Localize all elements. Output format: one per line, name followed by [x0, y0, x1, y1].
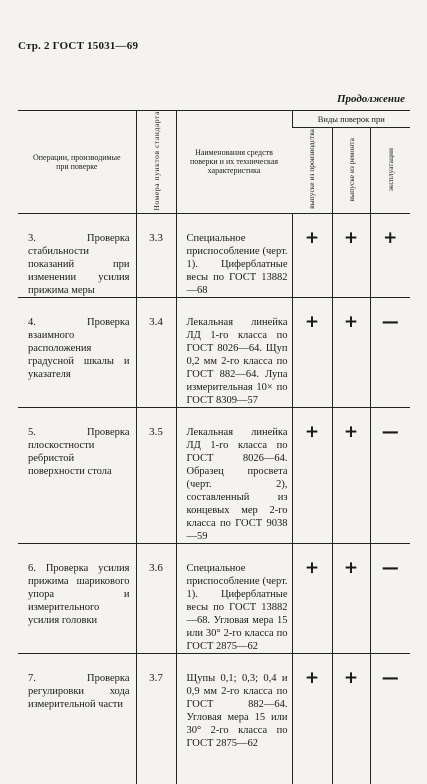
point-cell: 3.3	[136, 213, 176, 297]
operation-cell: 3. Проверка стабильности показаний при изменении усилия прижима меры	[18, 213, 136, 297]
mark-repair: +	[332, 297, 370, 407]
mark-production: +	[292, 653, 332, 784]
mark-production: +	[292, 213, 332, 297]
table-row	[18, 543, 410, 653]
devices-cell: Щупы 0,1; 0,3; 0,4 и 0,9 мм 2-го класса по ГОСТ 882—64. Угловая мера 15 или 30° 2-го класса по ГОСТ 2875—62	[176, 653, 292, 784]
col-header-operations: Операции, производимые при поверке	[18, 111, 136, 214]
col-header-type-operation: эксплуатации	[370, 128, 410, 214]
page-header: Стр. 2 ГОСТ 15031—69	[18, 40, 139, 52]
continued-label: Продолжение	[336, 93, 405, 105]
point-cell: 3.5	[136, 407, 176, 543]
table-row	[18, 653, 410, 784]
mark-repair: +	[332, 213, 370, 297]
point-cell: 3.4	[136, 297, 176, 407]
table-row	[18, 297, 410, 407]
operation-cell: 5. Проверка плоскостности ребристой поверхности стола	[18, 407, 136, 543]
mark-repair: +	[332, 543, 370, 653]
col-header-points: Номера пунктов стандарта	[136, 111, 176, 214]
operation-cell: 7. Проверка регулировки хода измерительной части	[28, 672, 130, 710]
col-header-type-repair: выпуске из ремонта	[332, 128, 370, 214]
operation-cell: 4. Проверка взаимного расположения градусной шкалы и указателя	[18, 297, 136, 407]
mark-repair: +	[332, 653, 370, 784]
devices-cell: Лекальная линейка ЛД 1-го класса по ГОСТ 8026—64. Образец просвета (черт. 2), составленный из концевых мер 2-го класса по ГОСТ 9038—59	[176, 407, 292, 543]
mark-production: +	[292, 407, 332, 543]
devices-cell: Специальное приспособление (черт. 1). Циферблатные весы по ГОСТ 13882—68. Угловая мера 15 или 30° 2-го класса по ГОСТ 2875—62	[176, 543, 292, 653]
mark-production: +	[292, 543, 332, 653]
operation-cell: 6. Проверка усилия прижима шарикового упора и измерительного усилия головки	[18, 543, 136, 653]
point-cell: 3.7	[136, 653, 176, 784]
col-header-devices: Наименования средств поверки и их техническая характеристика	[176, 111, 292, 214]
mark-operation: —	[370, 407, 410, 543]
devices-cell: Лекальная линейка ЛД 1-го класса по ГОСТ 8026—64. Щуп 0,2 мм 2-го класса по ГОСТ 882—64. Лупа измерительная 10× по ГОСТ 8309—57	[176, 297, 292, 407]
devices-cell: Специальное приспособление (черт. 1). Циферблатные весы по ГОСТ 13882—68	[176, 213, 292, 297]
mark-repair: +	[332, 407, 370, 543]
table-row	[18, 213, 410, 297]
table-row	[18, 407, 410, 543]
mark-operation: —	[370, 297, 410, 407]
verification-table	[18, 110, 410, 784]
col-header-types-group: Виды поверок при	[292, 111, 410, 128]
point-cell: 3.6	[136, 543, 176, 653]
mark-operation: +	[370, 213, 410, 297]
mark-production: +	[292, 297, 332, 407]
col-header-type-production: выпуске из производства	[292, 128, 332, 214]
mark-operation: —	[370, 543, 410, 653]
mark-operation: —	[370, 653, 410, 784]
